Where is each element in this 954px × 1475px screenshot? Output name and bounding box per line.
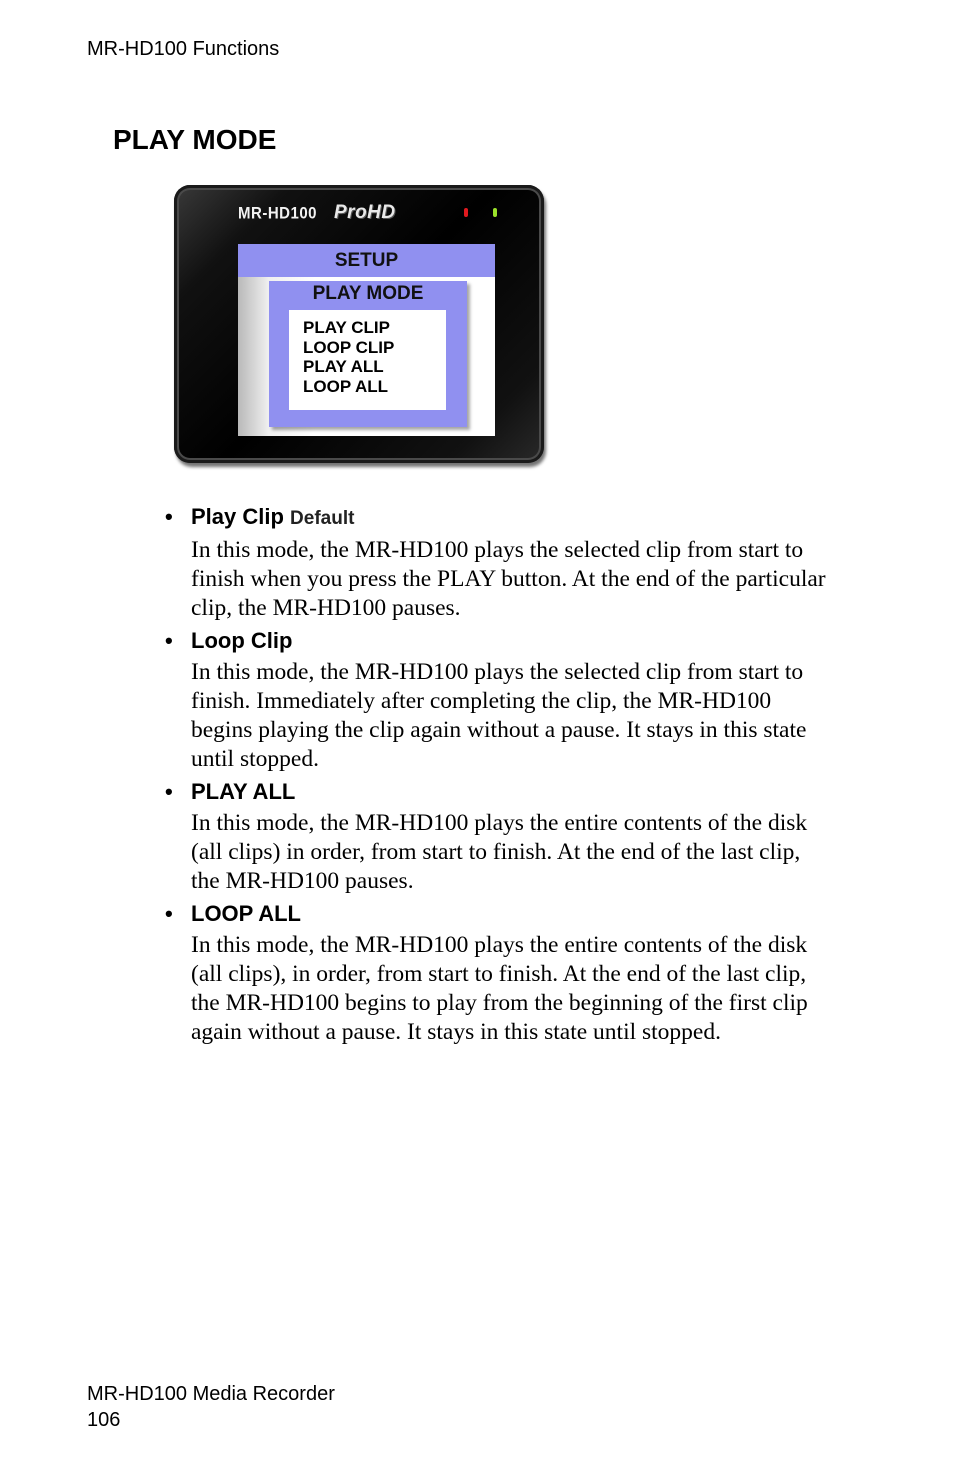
- bullet-icon: •: [165, 628, 173, 653]
- green-led-icon: [493, 208, 497, 217]
- mode-heading: [165, 900, 835, 928]
- device-brand-logo: ProHD: [334, 202, 396, 223]
- mode-name: PLAY ALL: [191, 779, 296, 804]
- bullet-icon: •: [165, 504, 173, 529]
- play-mode-submenu: [269, 281, 467, 427]
- mode-heading: [165, 627, 835, 655]
- mode-list: [165, 503, 835, 1051]
- bullet-icon: •: [165, 901, 173, 926]
- mode-description: In this mode, the MR-HD100 plays the entire contents of the disk (all clips), in order, from start to finish. At the end of the last clip, the MR-HD100 begins to play from the beginning of the first clip again without a pause. It stays in this state until stopped.: [191, 932, 808, 1045]
- section-title: PLAY MODE: [113, 124, 277, 155]
- device-figure: [174, 185, 544, 463]
- setup-menu-title: SETUP: [334, 250, 399, 271]
- mode-item-loop-all: [165, 900, 835, 1047]
- option-loop-clip: LOOP CLIP: [303, 337, 395, 357]
- page-number: 106: [87, 1409, 121, 1431]
- setup-menu-header: [238, 244, 495, 277]
- play-mode-submenu-title: PLAY MODE: [312, 283, 424, 304]
- bullet-icon: •: [165, 779, 173, 804]
- mode-heading: [165, 778, 835, 806]
- mode-item-play-all: [165, 778, 835, 896]
- mode-name: Play Clip: [191, 504, 284, 529]
- mode-item-loop-clip: [165, 627, 835, 774]
- mode-name: LOOP ALL: [191, 901, 301, 926]
- mode-name: Loop Clip: [191, 628, 293, 653]
- device-model-label: MR-HD100: [238, 204, 318, 223]
- running-header: MR-HD100 Functions: [87, 38, 280, 60]
- device-screen: [238, 244, 495, 436]
- option-play-all: PLAY ALL: [303, 357, 384, 376]
- red-led-icon: [464, 208, 468, 217]
- mode-description: In this mode, the MR-HD100 plays the entire contents of the disk (all clips) in order, from start to finish. At the end of the last clip, the MR-HD100 pauses.: [191, 810, 808, 894]
- mode-heading: [165, 503, 835, 533]
- mode-description: In this mode, the MR-HD100 plays the selected clip from start to finish when you press the PLAY button. At the end of the particular clip, the MR-HD100 pauses.: [191, 537, 826, 621]
- mode-description: In this mode, the MR-HD100 plays the selected clip from start to finish. Immediately after completing the clip, the MR-HD100 begins playing the clip again without a pause. It stays in this state until stopped.: [191, 659, 807, 772]
- mode-item-play-clip: [165, 503, 835, 623]
- play-mode-option-list: [289, 310, 446, 410]
- option-play-clip: PLAY CLIP: [303, 318, 390, 337]
- option-loop-all: LOOP ALL: [303, 376, 388, 396]
- default-tag: Default: [290, 508, 355, 529]
- footer-title: MR-HD100 Media Recorder: [87, 1383, 335, 1405]
